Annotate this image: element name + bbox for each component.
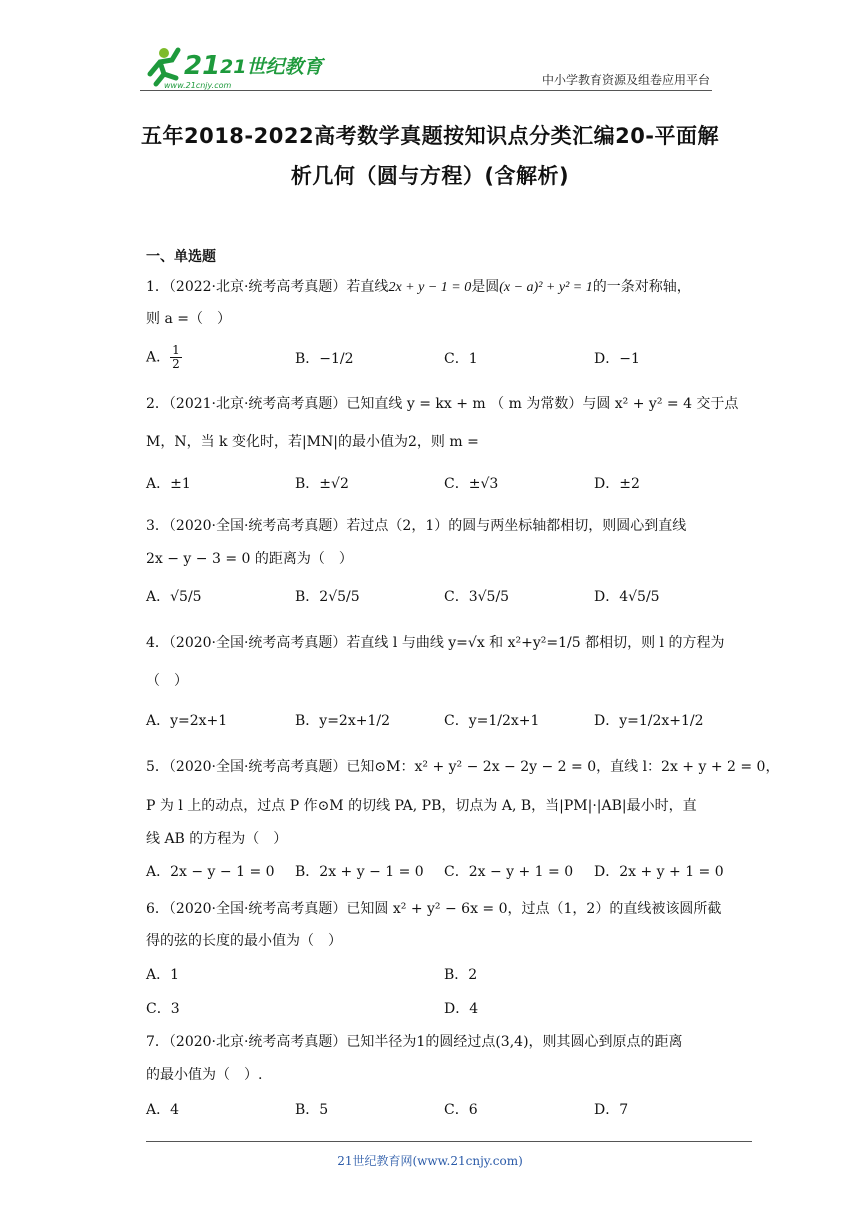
- q5-stem-line-2: P 为 l 上的动点，过点 P 作⊙M 的切线 PA, PB，切点为 A, B，当|PM|·|AB|最小时，直: [146, 798, 697, 814]
- document-title-line-1: 五年2018-2022高考数学真题按知识点分类汇编20-平面解: [140, 124, 720, 148]
- q7-option-d[interactable]: D．7: [594, 1102, 629, 1118]
- q7-option-a[interactable]: A．4: [146, 1102, 180, 1118]
- q2-stem-line-2: M，N，当 k 变化时，若|MN|的最小值为2，则 m =: [146, 434, 479, 450]
- q7-option-b[interactable]: B．5: [295, 1102, 329, 1118]
- q7-stem-line-1: 7．（2020·北京·统考高考真题）已知半径为1的圆经过点(3,4)，则其圆心到原点的距离: [146, 1034, 683, 1050]
- svg-text:21世纪教育: 21世纪教育: [220, 56, 323, 78]
- footer-divider: [146, 1141, 752, 1142]
- q5-option-b[interactable]: B．2x + y − 1 = 0: [295, 864, 424, 880]
- q4-stem-line-2: （ ）: [146, 673, 188, 689]
- q4-option-b[interactable]: B．y=2x+1/2: [295, 713, 390, 729]
- q5-option-d[interactable]: D．2x + y + 1 = 0: [594, 864, 724, 880]
- q1-option-a[interactable]: A． $\frac{1}{2}$: [146, 343, 180, 371]
- q2-option-d[interactable]: D．±2: [594, 476, 640, 492]
- q5-stem-line-1: 5．（2020·全国·统考高考真题）已知⊙M：x² + y² − 2x − 2y − 2 = 0，直线 l：2x + y + 2 = 0，: [146, 759, 780, 775]
- q3-stem-line-1: 3．（2020·全国·统考高考真题）若过点（2，1）的圆与两坐标轴都相切，则圆心到直线: [146, 518, 687, 534]
- svg-text:www.21cnjy.com: www.21cnjy.com: [164, 81, 232, 90]
- q1-option-b[interactable]: B．−1/2: [295, 351, 354, 367]
- q1-stem-line-1: 1．（2022·北京·统考高考真题）若直线2x + y − 1 = 0是圆(x − a)² + y² = 1的一条对称轴，: [146, 279, 691, 295]
- q6-option-d[interactable]: D．4: [444, 1001, 479, 1017]
- q6-option-b[interactable]: B．2: [444, 967, 478, 983]
- svg-text:21: 21: [184, 51, 221, 81]
- q1-stem-line-2: 则 a =（ ）: [146, 311, 231, 327]
- q3-stem-line-2: 2x − y − 3 = 0 的距离为（ ）: [146, 551, 353, 567]
- q2-option-a[interactable]: A．±1: [146, 476, 191, 492]
- q3-option-c[interactable]: C．3√5/5: [444, 589, 510, 605]
- q2-stem-line-1: 2．（2021·北京·统考高考真题）已知直线 y = kx + m （ m 为常数）与圆 x² + y² = 4 交于点: [146, 396, 739, 412]
- q5-stem-line-3: 线 AB 的方程为（ ）: [146, 831, 288, 847]
- q3-option-d[interactable]: D．4√5/5: [594, 589, 660, 605]
- q7-stem-line-2: 的最小值为（ ）.: [146, 1067, 263, 1083]
- q4-option-d[interactable]: D．y=1/2x+1/2: [594, 713, 704, 729]
- q4-option-c[interactable]: C．y=1/2x+1: [444, 713, 540, 729]
- q2-option-c[interactable]: C．±√3: [444, 476, 499, 492]
- q6-option-c[interactable]: C．3: [146, 1001, 180, 1017]
- q6-stem-line-1: 6．（2020·全国·统考高考真题）已知圆 x² + y² − 6x = 0，过点（1，2）的直线被该圆所截: [146, 901, 722, 917]
- q4-stem-line-1: 4．（2020·全国·统考高考真题）若直线 l 与曲线 y=√x 和 x²+y²=1/5 都相切，则 l 的方程为: [146, 635, 725, 651]
- document-title-line-2: 析几何（圆与方程）(含解析): [290, 164, 570, 188]
- q5-option-a[interactable]: A．2x − y − 1 = 0: [146, 864, 275, 880]
- q3-option-a[interactable]: A．√5/5: [146, 589, 202, 605]
- runner-logo-icon: [142, 44, 323, 92]
- page-header: [0, 0, 860, 100]
- q4-option-a[interactable]: A．y=2x+1: [146, 713, 228, 729]
- brand-logo: [142, 44, 323, 92]
- q3-option-b[interactable]: B．2√5/5: [295, 589, 360, 605]
- q6-stem-line-2: 得的弦的长度的最小值为（ ）: [146, 933, 342, 949]
- q2-option-b[interactable]: B．±√2: [295, 476, 349, 492]
- header-divider: [140, 90, 712, 91]
- q6-option-a[interactable]: A．1: [146, 967, 180, 983]
- page-footer[interactable]: 21世纪教育网(www.21cnjy.com): [337, 1154, 523, 1168]
- q1-option-c[interactable]: C．1: [444, 351, 478, 367]
- q7-option-c[interactable]: C．6: [444, 1102, 478, 1118]
- section-heading: 一、单选题: [146, 249, 216, 265]
- q1-option-d[interactable]: D．−1: [594, 351, 640, 367]
- q5-option-c[interactable]: C．2x − y + 1 = 0: [444, 864, 574, 880]
- site-tagline: 中小学教育资源及组卷应用平台: [541, 73, 710, 87]
